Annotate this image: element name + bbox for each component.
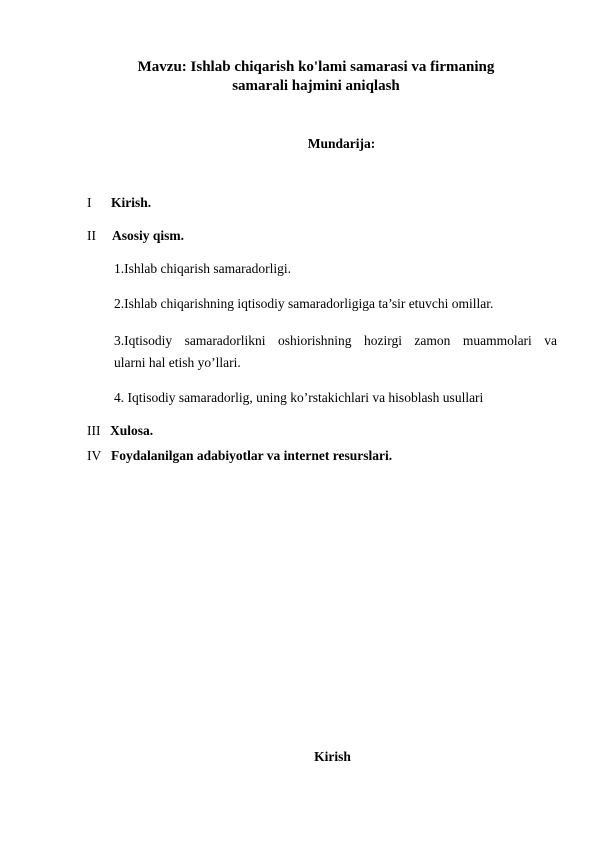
contents-heading: Mundarija: bbox=[307, 136, 376, 151]
document-title-line-2: samarali hajmini aniqlash bbox=[232, 78, 400, 94]
toc-number: I bbox=[87, 195, 92, 210]
toc-label: Foydalanilgan adabiyotlar va internet resurslari. bbox=[111, 448, 393, 463]
subitem-3-line-2: ularni hal etish yo’llari. bbox=[114, 355, 241, 370]
section-heading: Kirish bbox=[314, 749, 351, 764]
toc-number: III bbox=[87, 423, 101, 438]
toc-label: Asosiy qism. bbox=[112, 228, 185, 243]
subitem-2: 2.Ishlab chiqarishning iqtisodiy samaradorligiga ta’sir etuvchi omillar. bbox=[114, 296, 494, 311]
subitem-3-line-1: 3.Iqtisodiy samaradorlikni oshiorishning hozirgi zamon muammolari va bbox=[114, 333, 557, 348]
toc-label: Kirish. bbox=[111, 195, 152, 210]
toc-label: Xulosa. bbox=[110, 423, 154, 438]
subitem-1: 1.Ishlab chiqarish samaradorligi. bbox=[114, 261, 291, 276]
subitem-4: 4. Iqtisodiy samaradorlig, uning ko’rstakichlari va hisoblash usullari bbox=[114, 390, 484, 405]
toc-number: IV bbox=[87, 448, 102, 463]
toc-number: II bbox=[87, 228, 96, 243]
document-title-line-1: Mavzu: Ishlab chiqarish ko'lami samarasi va firmaning bbox=[137, 59, 495, 75]
